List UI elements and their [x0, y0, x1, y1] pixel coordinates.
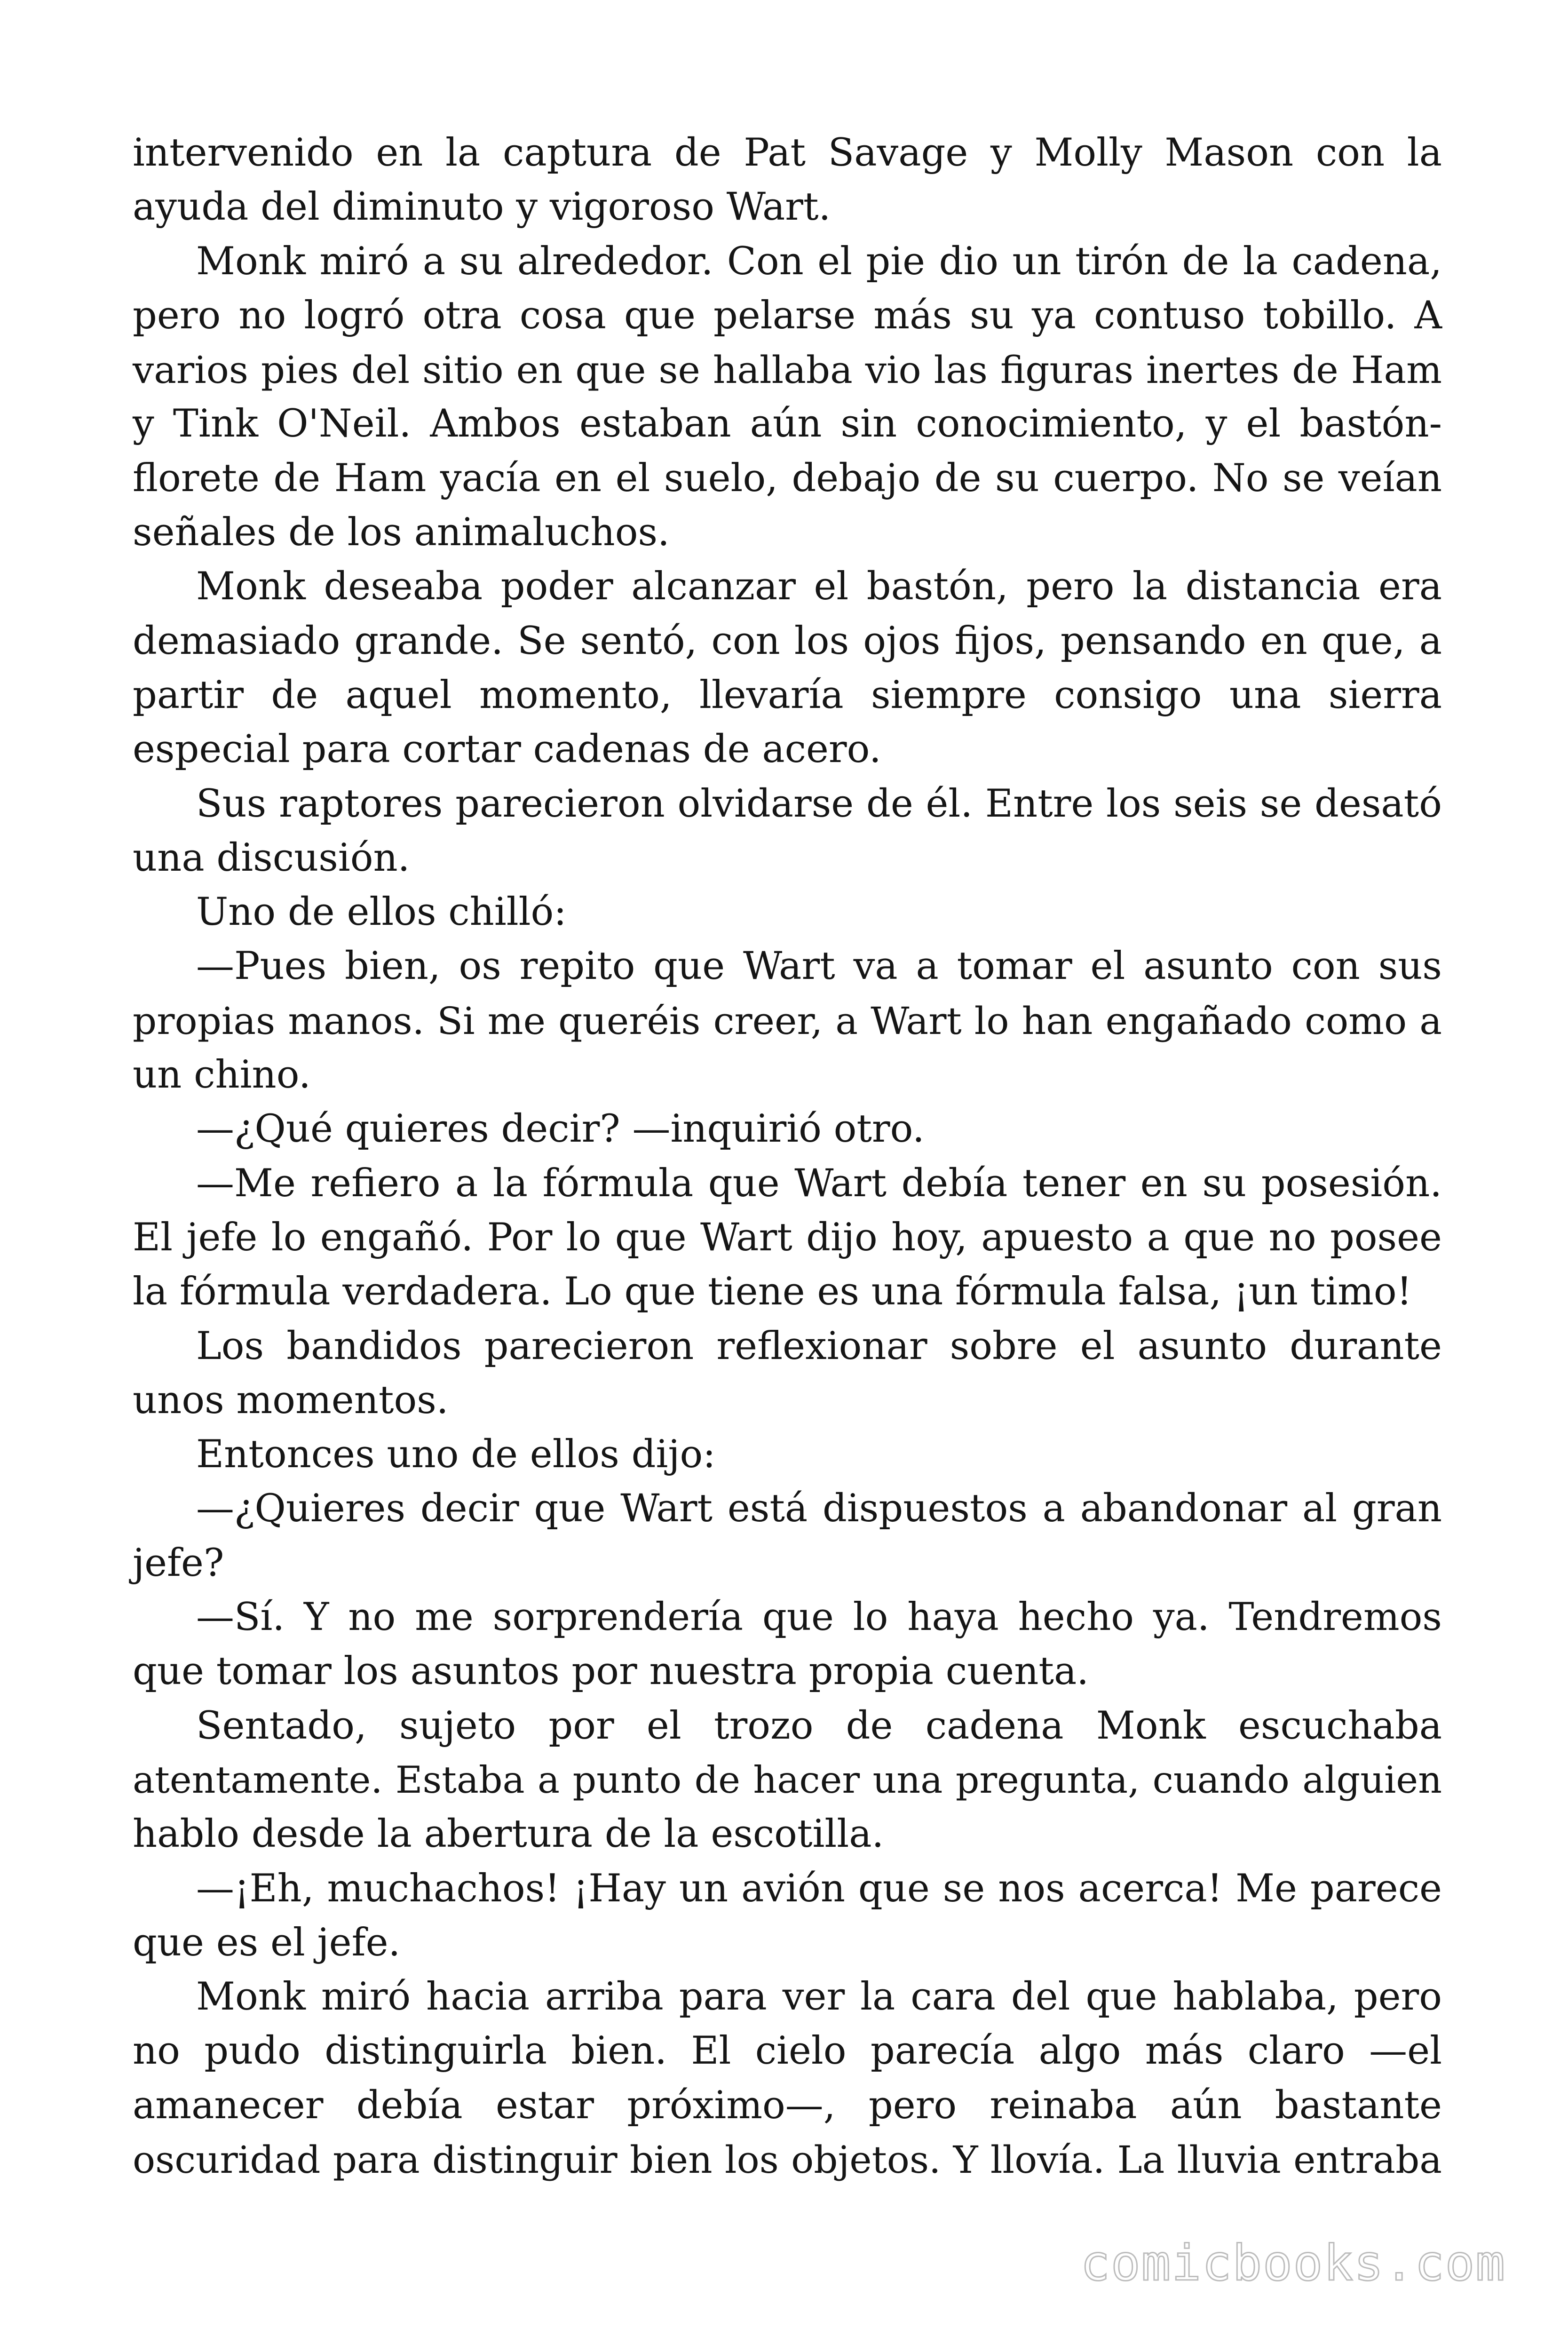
- text-line: señales de los animaluchos.: [133, 510, 670, 555]
- text-line: amanecer debía estar próximo—, pero reinaba aún bastante: [133, 2083, 1442, 2128]
- text-line: —¿Qué quieres decir? —inquirió otro.: [196, 1107, 925, 1152]
- text-line: y Tink O'Neil. Ambos estaban aún sin conocimiento, y el bastón-: [133, 402, 1442, 446]
- text-line: especial para cortar cadenas de acero.: [133, 727, 881, 772]
- text-line: —¡Eh, muchachos! ¡Hay un avión que se nos acerca! Me parece: [196, 1866, 1442, 1911]
- text-line: Uno de ellos chilló:: [196, 890, 567, 935]
- text-line: Sus raptores parecieron olvidarse de él. Entre los seis se desató: [196, 781, 1442, 826]
- text-line: florete de Ham yacía en el suelo, debajo de su cuerpo. No se veían: [133, 456, 1442, 501]
- text-line: unos momentos.: [133, 1378, 449, 1422]
- text-line: varios pies del sitio en que se hallaba vio las figuras inertes de Ham: [133, 348, 1442, 392]
- text-line: oscuridad para distinguir bien los objetos. Y llovía. La lluvia entraba: [133, 2137, 1442, 2182]
- text-line: El jefe lo engañó. Por lo que Wart dijo hoy, apuesto a que no posee: [133, 1215, 1442, 1260]
- text-line: ayuda del diminuto y vigoroso Wart.: [133, 185, 831, 230]
- text-line: que tomar los asuntos por nuestra propia cuenta.: [133, 1649, 1089, 1694]
- text-line: Monk miró a su alrededor. Con el pie dio un tirón de la cadena,: [196, 239, 1442, 284]
- text-line: pero no logró otra cosa que pelarse más su ya contuso tobillo. A: [133, 293, 1442, 338]
- text-line: demasiado grande. Se sentó, con los ojos fijos, pensando en que, a: [133, 619, 1442, 663]
- text-line: —Pues bien, os repito que Wart va a tomar el asunto con sus: [196, 944, 1442, 989]
- text-line: atentamente. Estaba a punto de hacer una pregunta, cuando alguien: [133, 1758, 1442, 1802]
- text-line: hablo desde la abertura de la escotilla.: [133, 1812, 884, 1857]
- text-line: Monk deseaba poder alcanzar el bastón, pero la distancia era: [196, 564, 1442, 609]
- text-line: Entonces uno de ellos dijo:: [196, 1432, 716, 1477]
- text-line: una discusión.: [133, 835, 410, 880]
- text-line: que es el jefe.: [133, 1920, 401, 1965]
- page-body-text: [133, 126, 1442, 2187]
- text-line: intervenido en la captura de Pat Savage y Molly Mason con la: [133, 131, 1442, 175]
- text-line: —Me refiero a la fórmula que Wart debía tener en su posesión.: [196, 1161, 1442, 1206]
- text-line: un chino.: [133, 1053, 311, 1097]
- text-line: Sentado, sujeto por el trozo de cadena Monk escuchaba: [196, 1703, 1442, 1748]
- text-line: jefe?: [133, 1541, 224, 1585]
- site-watermark: comicbooks.com: [1080, 2234, 1506, 2292]
- text-line: Los bandidos parecieron reflexionar sobre el asunto durante: [196, 1324, 1442, 1368]
- text-line: partir de aquel momento, llevaría siempre consigo una sierra: [133, 673, 1442, 717]
- text-line: Monk miró hacia arriba para ver la cara del que hablaba, pero: [196, 1975, 1442, 2019]
- text-line: propias manos. Si me queréis creer, a Wart lo han engañado como a: [133, 999, 1442, 1043]
- text-line: —Sí. Y no me sorprendería que lo haya hecho ya. Tendremos: [196, 1595, 1442, 1640]
- text-line: no pudo distinguirla bien. El cielo parecía algo más claro —el: [133, 2029, 1442, 2074]
- text-line: la fórmula verdadera. Lo que tiene es una fórmula falsa, ¡un timo!: [133, 1270, 1412, 1314]
- text-line: —¿Quieres decir que Wart está dispuestos a abandonar al gran: [196, 1486, 1442, 1531]
